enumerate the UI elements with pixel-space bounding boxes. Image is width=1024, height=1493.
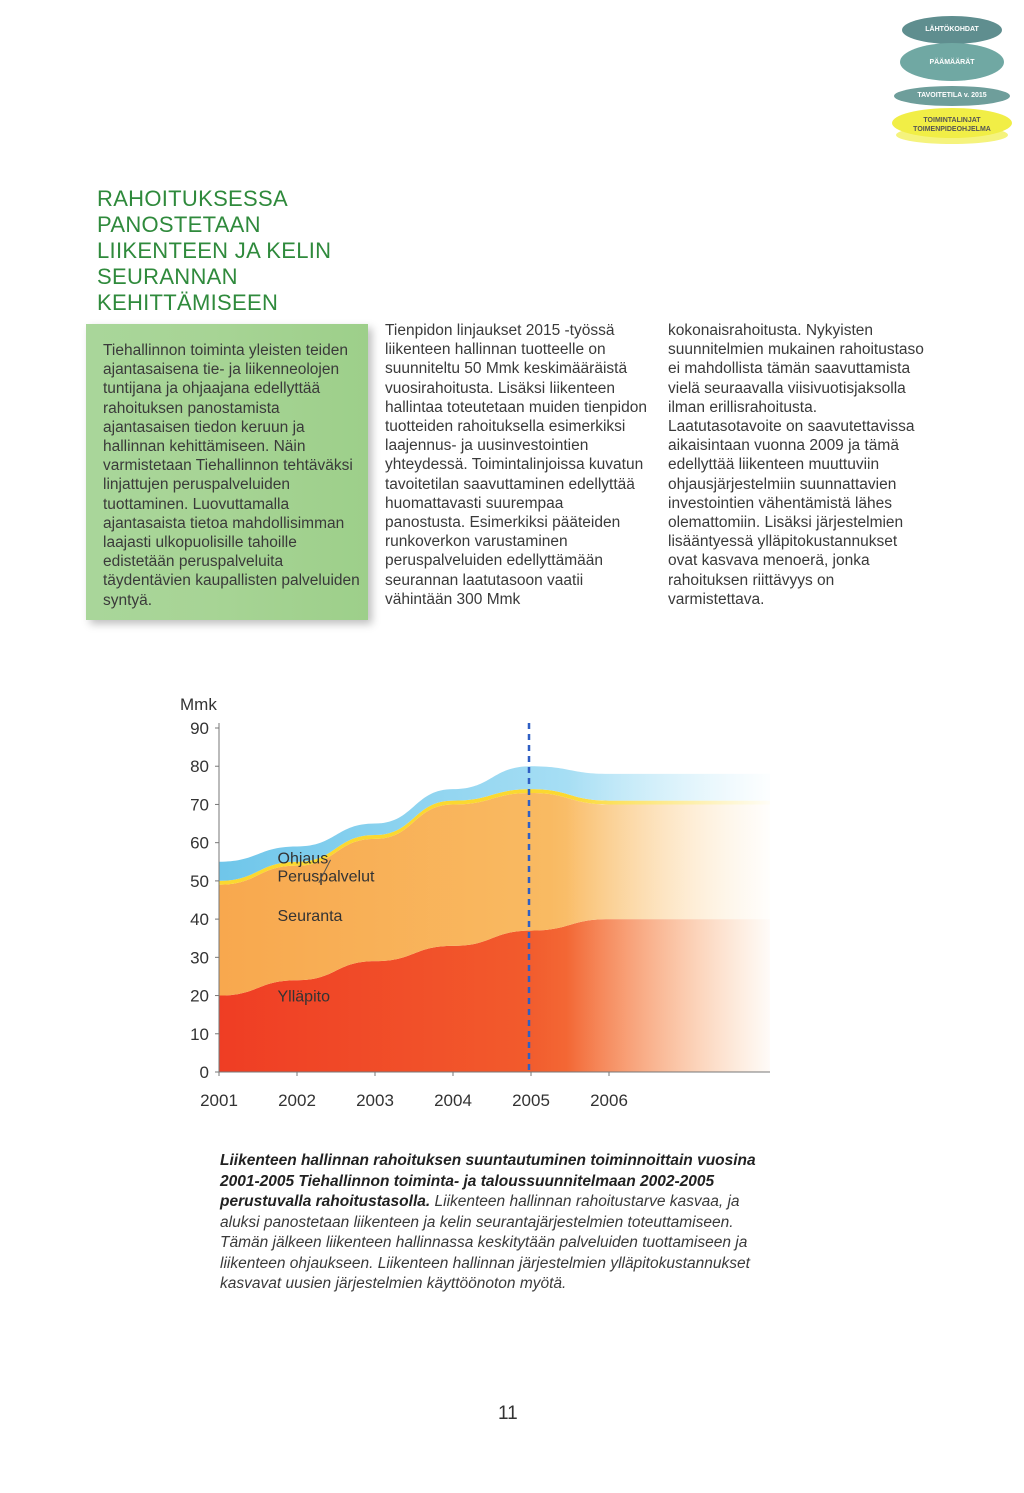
navigation-stack bbox=[0, 0, 1024, 150]
y-tick-label: 70 bbox=[190, 795, 209, 815]
x-tick-label: 2005 bbox=[512, 1091, 550, 1110]
heading-line: LIIKENTEEN JA KELIN bbox=[97, 238, 332, 263]
x-tick-label: 2006 bbox=[590, 1091, 628, 1110]
y-tick-label: 20 bbox=[190, 986, 209, 1006]
y-axis-label: Mmk bbox=[180, 695, 217, 714]
nav-item-lahtokohdat[interactable]: LÄHTÖKOHDAT bbox=[925, 26, 979, 33]
y-tick-label: 80 bbox=[190, 757, 209, 777]
heading-line: SEURANNAN bbox=[97, 264, 238, 289]
section-heading bbox=[97, 186, 357, 316]
chart-fade-overlay bbox=[219, 720, 779, 1072]
heading-line: PANOSTETAAN bbox=[97, 212, 261, 237]
x-tick-label: 2003 bbox=[356, 1091, 394, 1110]
area-label-seuranta: Seuranta bbox=[277, 908, 343, 926]
x-tick-label: 2001 bbox=[200, 1091, 238, 1110]
x-tick-label: 2004 bbox=[434, 1091, 472, 1110]
y-tick-label: 0 bbox=[199, 1063, 209, 1082]
page-number: 11 bbox=[498, 1403, 518, 1424]
y-tick-label: 10 bbox=[190, 1024, 209, 1044]
heading-line: KEHITTÄMISEEN bbox=[97, 290, 279, 315]
nav-item-toimintalinjat[interactable]: TOIMINTALINJAT bbox=[923, 117, 981, 124]
navigation-stack-graphic bbox=[890, 14, 1020, 144]
y-tick-label: 60 bbox=[190, 833, 209, 853]
caption-bold: Liikenteen hallinnan rahoituksen suuntautuminen toiminnoittain vuosina 2001-2005 Tiehallinnon toiminta- ja taloussuunnitelmaan 2002-2005 perustuvalla rahoitustasolla. bbox=[220, 1152, 756, 1210]
body-column-2: Tienpidon linjaukset 2015 -työssä liikenteen hallinnan tuotteelle on suunniteltu 50 Mmk keskimääräistä vuosirahoitusta. Lisäksi liikenteen hallintaa toteutetaan muiden tienpidon tuotteiden rahoituksella esimerkiksi laajennus- ja uusinvestointien yhteydessä. Toimintalinjoissa kuvatun tavoitetilan saavuttaminen edellyttää huomattavasti suurempaa panostusta. Esimerkiksi pääteiden runkoverkon varustaminen peruspalveluiden edellyttämään seurannan laatutasoon vaatii vähintään 300 Mmk bbox=[385, 322, 647, 608]
heading-line: RAHOITUKSESSA bbox=[97, 186, 288, 211]
y-tick-label: 50 bbox=[190, 871, 209, 891]
y-tick-label: 90 bbox=[190, 719, 209, 738]
area-label-peruspalvelut: Peruspalvelut bbox=[277, 868, 375, 886]
nav-item-toimenpideohjelma[interactable]: TOIMENPIDEOHJELMA bbox=[913, 126, 991, 133]
y-tick-label: 30 bbox=[190, 948, 209, 968]
nav-item-tavoitetila[interactable]: TAVOITETILA v. 2015 bbox=[917, 92, 987, 99]
figure-caption bbox=[220, 1151, 780, 1295]
funding-area-chart bbox=[0, 680, 1024, 1120]
caption-text: Liikenteen hallinnan rahoitustarve kasvaa, ja aluksi panostetaan liikenteen ja kelin seurantajärjestelmien toteuttamiseen. Tämän jälkeen liikenteen hallinnassa keskitytään palveluiden tuottamiseen ja liikenteen ohjaukseen. Liikenteen hallinnan järjestelmien ylläpitokustannukset kasvavat uusien järjestelmien käyttöönoton myötä. bbox=[220, 1193, 750, 1292]
area-label-ylläpito: Ylläpito bbox=[277, 988, 330, 1006]
nav-item-paamaarat[interactable]: PÄÄMÄÄRÄT bbox=[929, 59, 975, 66]
body-column-3: kokonaisrahoitusta. Nykyisten suunnitelmien mukainen rahoitustaso ei mahdollista tämän saavuttamista vielä seuraavalla viisivuotisjaksolla ilman erillisrahoitusta. Laatutasotavoite on saavutettavissa aikaisintaan vuonna 2009 ja tämä edellyttää liikenteen muuttuviin ohjausjärjestelmiin suunnattavien investointien vähentämistä lähes olemattomiin. Lisäksi järjestelmien lisääntyessä ylläpitokustannukset ovat kasvava menoerä, jonka rahoituksen riittävyys on varmistettava. bbox=[668, 322, 924, 608]
x-tick-label: 2002 bbox=[278, 1091, 316, 1110]
highlight-box-text: Tiehallinnon toiminta yleisten teiden ajantasaisena tie- ja liikenneolojen tuntijana ja ohjaajana edellyttää rahoituksen panostamista ajantasaisen tiedon keruun ja hallinnan kehittämiseen. Näin varmistetaan Tiehallinnon tehtäväksi linjattujen peruspalveluiden tuottaminen. Luovuttamalla ajantasaista tietoa mahdollisimman laajasti ulkopuolisille tahoille edistetään peruspalveluita täydentävien kaupallisten palveluiden syntyä. bbox=[103, 342, 360, 609]
area-label-ohjaus: Ohjaus bbox=[277, 850, 329, 868]
y-tick-label: 40 bbox=[190, 910, 209, 930]
